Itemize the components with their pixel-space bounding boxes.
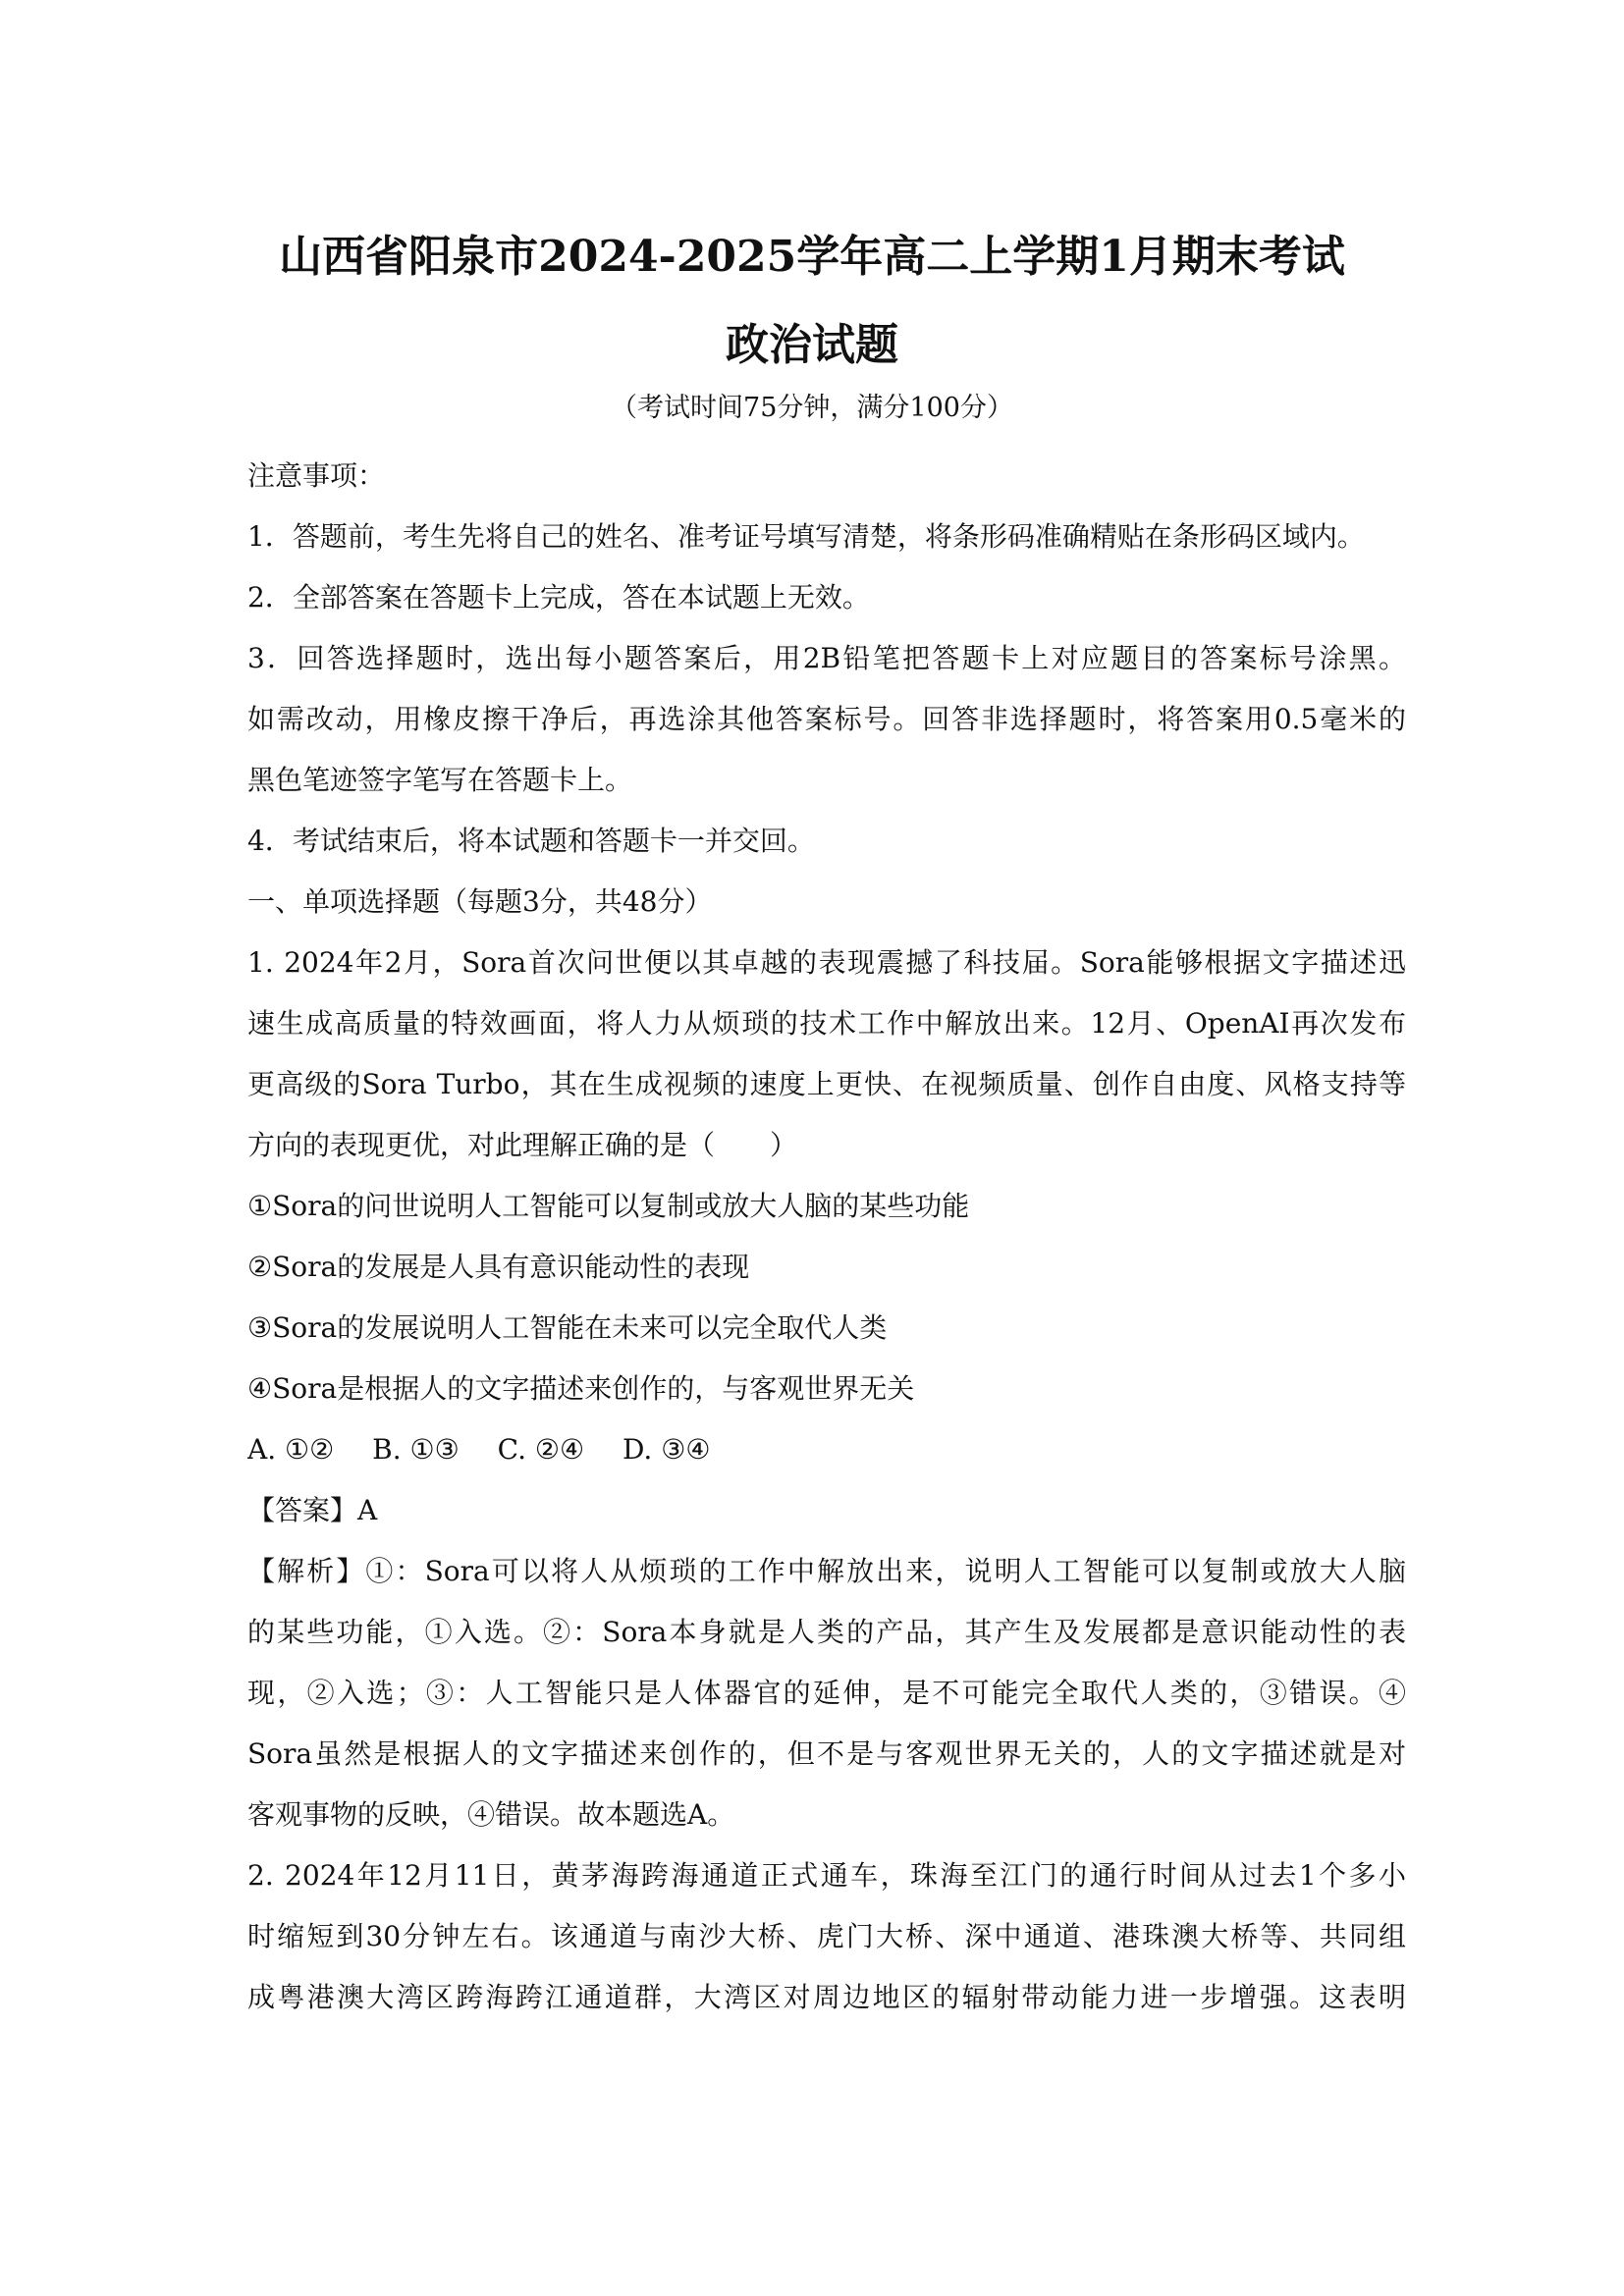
note-line: 2．全部答案在答题卡上完成，答在本试题上无效。	[247, 581, 870, 614]
question-1-statement: ③Sora的发展说明人工智能在未来可以完全取代人类	[247, 1311, 888, 1344]
question-2-stem: 时缩短到30分钟左右。该通道与南沙大桥、虎门大桥、深中通道、港珠澳大桥等、共同组	[247, 1920, 1406, 1952]
option-c: C. ②④	[497, 1433, 585, 1466]
note-line: 4．考试结束后，将本试题和答题卡一并交回。	[247, 825, 815, 857]
question-1-statement: ①Sora的问世说明人工智能可以复制或放大人脑的某些功能	[247, 1190, 970, 1222]
question-1-options	[247, 1419, 1406, 1480]
note-line: 3．回答选择题时，选出每小题答案后，用2B铅笔把答题卡上对应题目的答案标号涂黑。	[247, 642, 1406, 674]
note-line: 黑色笔迹签字笔写在答题卡上。	[247, 764, 633, 796]
document-title: 山西省阳泉市2024-2025学年高二上学期1月期末考试	[279, 232, 1345, 282]
question-1-statement: ④Sora是根据人的文字描述来创作的，与客观世界无关	[247, 1372, 915, 1405]
question-1-stem: 更高级的Sora Turbo，其在生成视频的速度上更快、在视频质量、创作自由度、风格支持等	[247, 1068, 1406, 1100]
question-1-analysis: 的某些功能，①入选。②：Sora本身就是人类的产品，其产生及发展都是意识能动性的表	[247, 1616, 1406, 1648]
question-2-stem: 2. 2024年12月11日，黄茅海跨海通道正式通车，珠海至江门的通行时间从过去1个多小	[247, 1859, 1406, 1892]
note-line: 1．答题前，考生先将自己的姓名、准考证号填写清楚，将条形码准确精贴在条形码区域内。	[247, 520, 1365, 553]
option-b: B. ①③	[372, 1433, 460, 1466]
option-a: A. ①②	[247, 1433, 335, 1466]
question-1-analysis: 【解析】①：Sora可以将人从烦琐的工作中解放出来，说明人工智能可以复制或放大人脑	[247, 1555, 1406, 1587]
question-1-stem: 速生成高质量的特效画面，将人力从烦琐的技术工作中解放出来。12月、OpenAI再次发布	[247, 1007, 1406, 1040]
question-1-analysis: 客观事物的反映，④错误。故本题选A。	[247, 1798, 735, 1831]
notes-heading: 注意事项：	[247, 459, 386, 492]
exam-info: （考试时间75分钟，满分100分）	[611, 393, 1013, 423]
option-d: D. ③④	[622, 1433, 711, 1466]
question-1-analysis: Sora虽然是根据人的文字描述来创作的，但不是与客观世界无关的，人的文字描述就是对	[247, 1737, 1406, 1770]
document-body	[247, 446, 1406, 2028]
question-1-analysis: 现，②入选；③：人工智能只是人体器官的延伸，是不可能完全取代人类的，③错误。④	[247, 1677, 1406, 1709]
section-heading: 一、单项选择题（每题3分，共48分）	[247, 885, 713, 918]
note-line: 如需改动，用橡皮擦干净后，再选涂其他答案标号。回答非选择题时，将答案用0.5毫米的	[247, 703, 1406, 735]
question-1-statement: ②Sora的发展是人具有意识能动性的表现	[247, 1251, 750, 1283]
question-1-stem: 方向的表现更优，对此理解正确的是（ ）	[247, 1129, 798, 1161]
question-1-answer: 【答案】A	[247, 1494, 378, 1526]
document-subtitle: 政治试题	[726, 320, 898, 370]
question-1-stem: 1. 2024年2月，Sora首次问世便以其卓越的表现震撼了科技届。Sora能够根据文字描述迅	[247, 946, 1406, 979]
question-2-stem: 成粤港澳大湾区跨海跨江通道群，大湾区对周边地区的辐射带动能力进一步增强。这表明	[247, 1981, 1406, 2013]
